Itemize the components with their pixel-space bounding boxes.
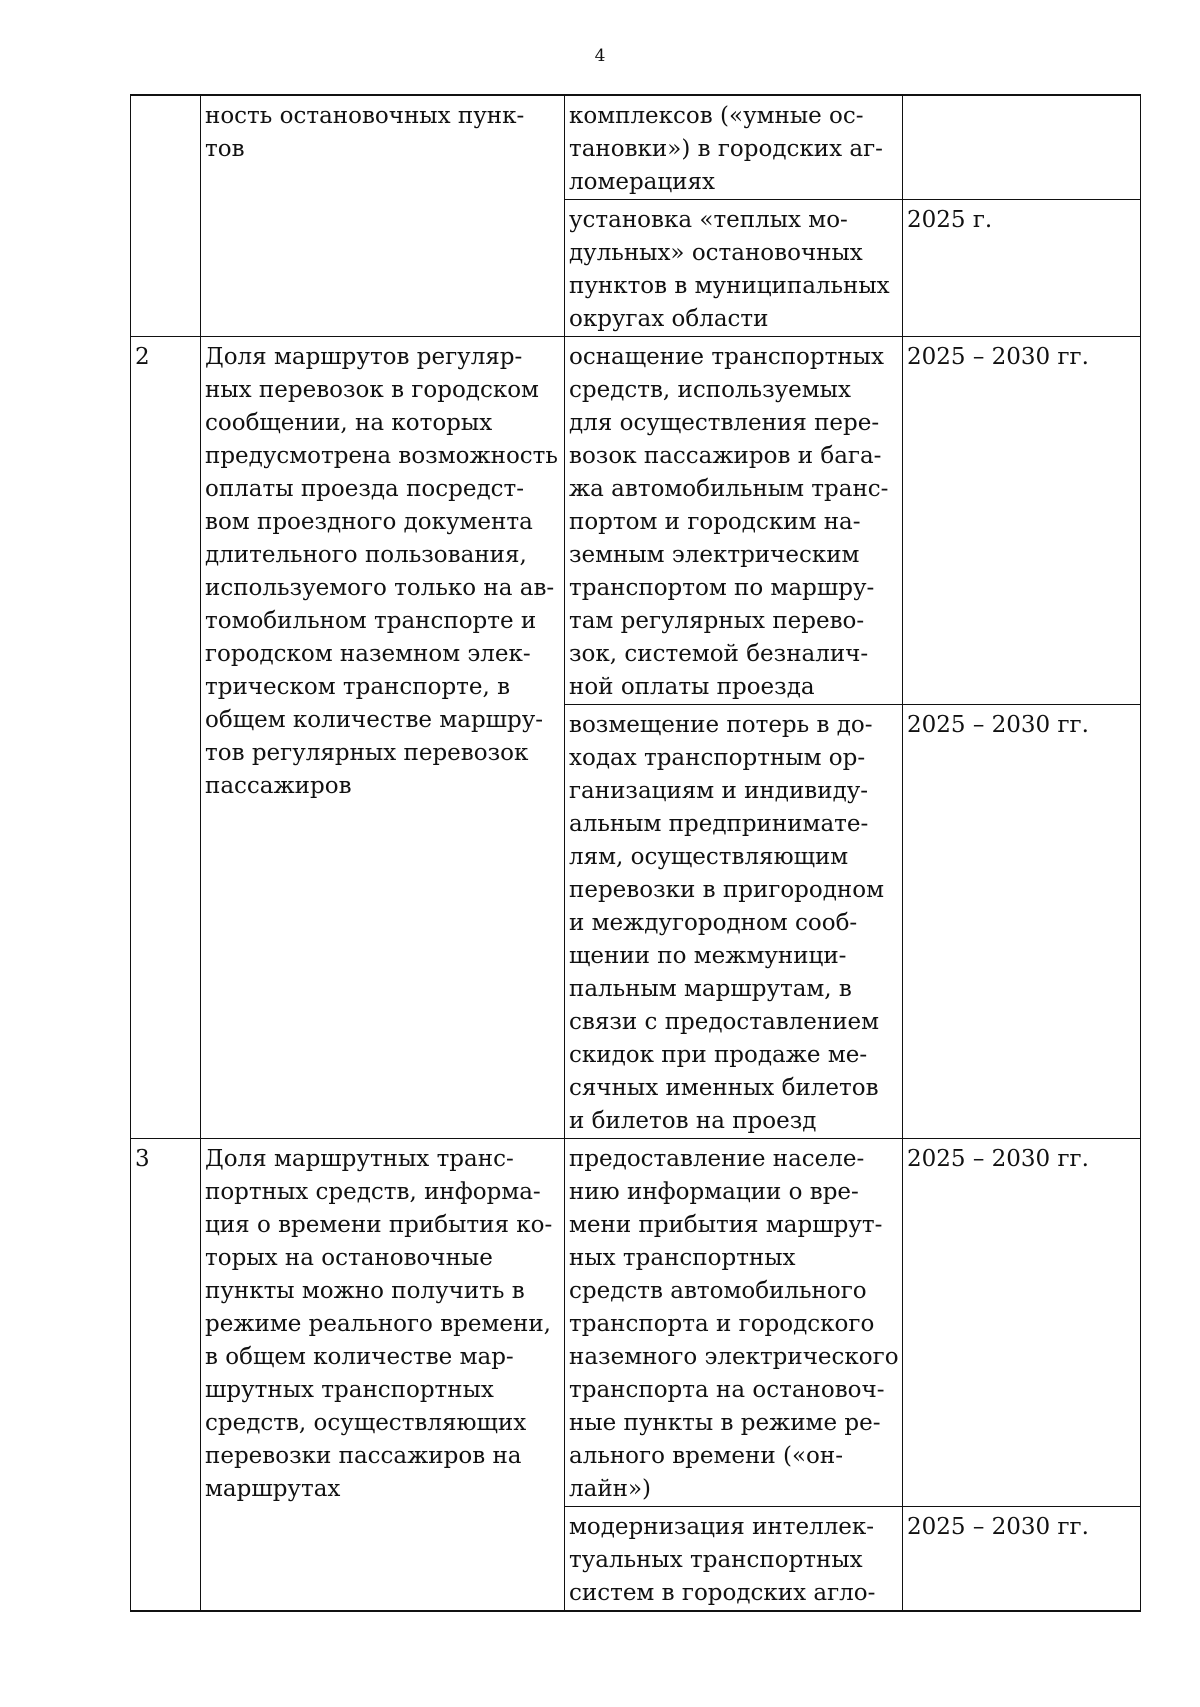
period-cell: 2025 – 2030 гг. (903, 337, 1141, 705)
indicator-cell: ность остановочных пунк- тов (201, 95, 565, 337)
period-cell: 2025 – 2030 гг. (903, 1139, 1141, 1507)
period-cell (903, 95, 1141, 200)
page-number: 4 (594, 46, 606, 66)
table-row (131, 95, 1141, 200)
measure-cell: возмещение потерь в до- ходах транспортным ор- ганизациям и индивиду- альным предпринимате- лям, осуществляющим перевозки в пригородном и междугородном сооб- щении по межмуници- пальным маршрутам, в связи с предоставлением скидок при продаже ме- сячных именных билетов и билетов на проезд (565, 705, 903, 1139)
row-number: 2 (131, 337, 201, 1139)
period-cell: 2025 – 2030 гг. (903, 705, 1141, 1139)
table-row (131, 337, 1141, 705)
table-row (131, 1139, 1141, 1507)
measures-table (130, 94, 1141, 1612)
measure-cell: установка «теплых мо- дульных» остановочных пунктов в муниципальных округах области (565, 200, 903, 337)
period-cell: 2025 г. (903, 200, 1141, 337)
indicator-cell: Доля маршрутных транс- портных средств, информа- ция о времени прибытия ко- торых на остановочные пункты можно получить в режиме реального времени, в общем количестве мар- шрутных транспортных средств, осуществляющих перевозки пассажиров на маршрутах (201, 1139, 565, 1612)
measure-cell: комплексов («умные ос- тановки») в городских аг- ломерациях (565, 95, 903, 200)
row-number (131, 95, 201, 337)
period-cell: 2025 – 2030 гг. (903, 1507, 1141, 1612)
measure-cell: модернизация интеллек- туальных транспортных систем в городских агло- (565, 1507, 903, 1612)
measure-cell: оснащение транспортных средств, используемых для осуществления пере- возок пассажиров и бага- жа автомобильным транс- портом и городским на- земным электрическим транспортом по маршру- там регулярных перево- зок, системой безналич- ной оплаты проезда (565, 337, 903, 705)
measure-cell: предоставление населе- нию информации о вре- мени прибытия маршрут- ных транспортных средств автомобильного транспорта и городского наземного электрического транспорта на остановоч- ные пункты в режиме ре- ального времени («он- лайн») (565, 1139, 903, 1507)
row-number: 3 (131, 1139, 201, 1612)
indicator-cell: Доля маршрутов регуляр- ных перевозок в городском сообщении, на которых предусмотрена возможность оплаты проезда посредст- вом проездного документа длительного пользования, используемого только на ав- томобильном транспорте и городском наземном элек- трическом транспорте, в общем количестве маршру- тов регулярных перевозок пассажиров (201, 337, 565, 1139)
